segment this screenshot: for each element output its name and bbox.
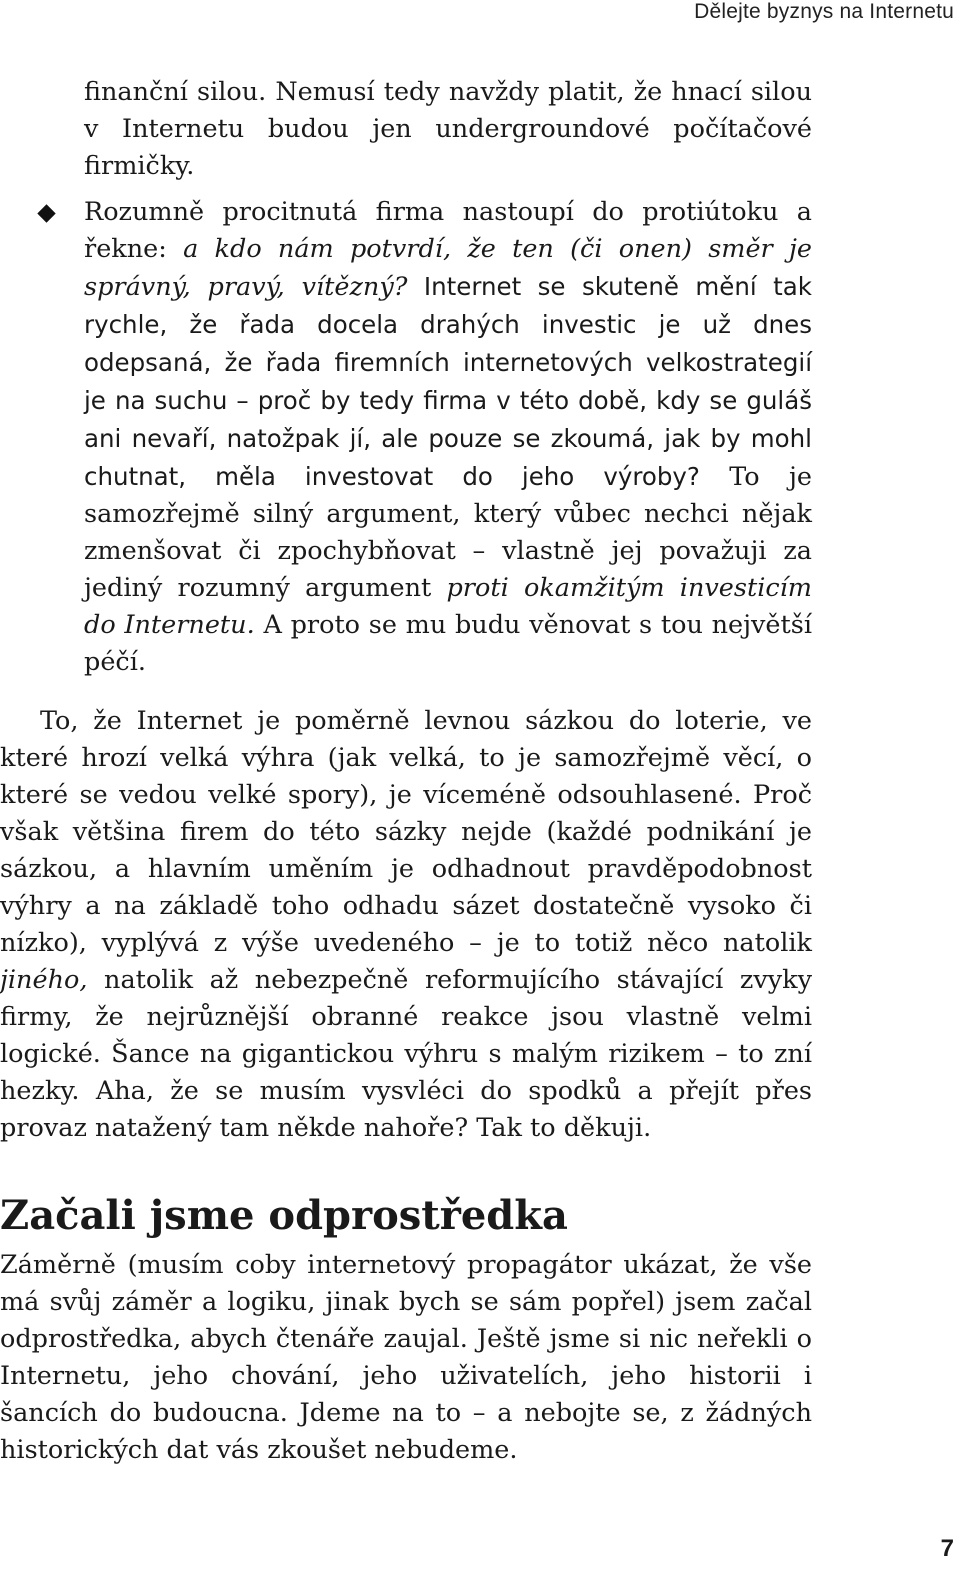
page-body bbox=[0, 74, 812, 1469]
bullet-text-end: A proto se mu budu věnovat s tou největší péčí. bbox=[84, 610, 812, 677]
bullet-text-after: To je samozřejmě silný argument, který vůbec nechci nějak zmenšovat či zpochybňovat – vlastně jej považuji za jediný rozumný argument bbox=[84, 462, 812, 603]
body-paragraph bbox=[0, 703, 812, 1147]
paragraph-part2: natolik až nebezpečně reformujícího stávající zvyky firmy, že nejrůznější obranné reakce jsou vlastně velmi logické. Šance na gigantickou výhru s malým rizikem – to zní hezky. Aha, že se musím vysvléci do spodků a přejít přes provaz natažený tam někde nahoře? Tak to děkuji. bbox=[0, 965, 812, 1143]
page-number: 7 bbox=[940, 1535, 954, 1562]
paragraph-italic: jiného, bbox=[0, 965, 88, 995]
bullet-intro: Rozumně procitnutá firma nastoupí do protiútoku a řekne: bbox=[84, 197, 812, 264]
section-heading: Začali jsme odprostředka bbox=[0, 1192, 568, 1239]
running-header: Dělejte byznys na Internetu bbox=[694, 0, 954, 23]
continued-paragraph: finanční silou. Nemusí tedy navždy platit, že hnací silou v Internetu budou jen undergroundové počítačové firmičky. bbox=[84, 77, 812, 181]
bullet-italic-quote: a kdo nám potvrdí, že ten (či onen) směr je správný, pravý, vítězný? bbox=[84, 234, 812, 302]
diamond-bullet-icon bbox=[37, 204, 55, 222]
bullet-sans-text: Internet se skuteně mění tak rychle, že řada docela drahých investic je už dnes odepsaná, že řada firemních internetových velkostrategií je na suchu – proč by tedy firma v této době, kdy se guláš ani nevaří, natožpak jí, ale pouze se zkoumá, jak by mohl chutnat, měla investovat do jeho výroby? bbox=[84, 272, 812, 491]
bullet-italic-phrase: proti okamžitým investicím do Internetu. bbox=[84, 573, 812, 640]
bullet-item bbox=[0, 194, 812, 681]
section-body: Záměrně (musím coby internetový propagátor ukázat, že vše má svůj záměr a logiku, jinak bych se sám popřel) jsem začal odprostředka, abych čtenáře zaujal. Ještě jsme si nic neřekli o Internetu, jeho chování, jeho uživatelích, jeho historii i šancích do budoucna. Jdeme na to – a nebojte se, z žádných historických dat vás zkoušet nebudeme. bbox=[0, 1250, 812, 1465]
bullet-text bbox=[84, 194, 812, 681]
paragraph-part1: To, že Internet je poměrně levnou sázkou do loterie, ve které hrozí velká výhra (jak velká, to je samozřejmě věcí, o které se vedou velké spory), je víceméně odsouhlasené. Proč však většina firem do této sázky nejde (každé podnikání je sázkou, a hlavním uměním je odhadnout pravděpodobnost výhry a na základě toho odhadu sázet dostatečně vysoko či nízko), vyplývá z výše uvedeného – je to totiž něco natolik bbox=[0, 706, 812, 958]
